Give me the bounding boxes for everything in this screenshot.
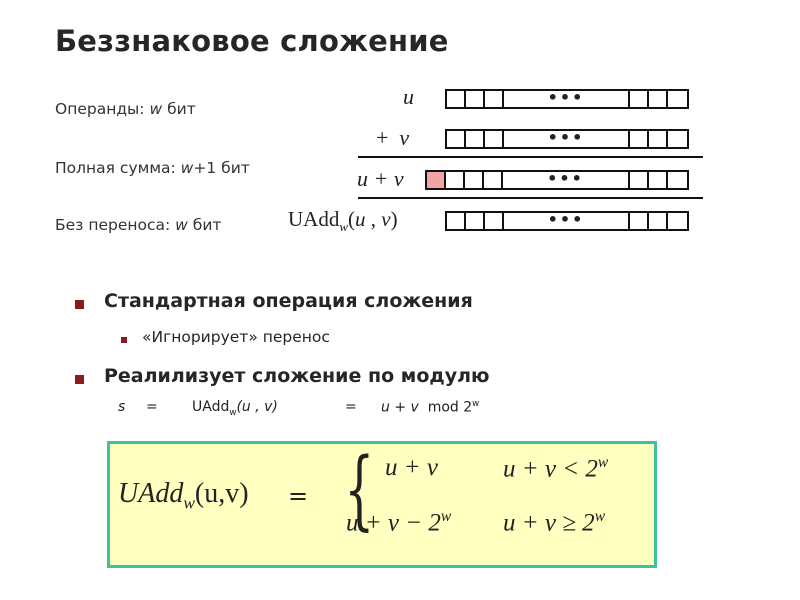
truncate-divider-line — [358, 197, 703, 199]
paren-open: ( — [348, 207, 356, 231]
paren-close: ) — [390, 207, 398, 231]
register-uadd — [445, 211, 689, 231]
case-2-cond-text: u + v ≥ 2 — [503, 509, 595, 537]
bullet-marker-1 — [75, 300, 84, 309]
fullsum-prefix: Полная сумма: — [55, 159, 181, 177]
bullet-2-text: Реалилизует сложение по модулю — [104, 365, 490, 387]
eq-equals-1: = — [146, 399, 158, 415]
fullsum-suffix: +1 бит — [193, 159, 250, 177]
register-u-dots: ••• — [504, 91, 630, 107]
formula-box — [107, 441, 657, 568]
row-v-label — [376, 125, 409, 151]
case-2-cond — [503, 508, 605, 537]
case-2-cond-sup: w — [594, 508, 606, 525]
fullsum-var: w — [180, 159, 194, 177]
fullsum-label — [55, 159, 250, 177]
register-u — [445, 89, 689, 109]
sub-bullet-marker — [121, 337, 127, 343]
uadd-comma: , — [365, 207, 382, 231]
row-u-label: u — [403, 84, 414, 109]
formula-lhs-fn: UAdd — [118, 478, 184, 509]
eq-rhs — [381, 399, 479, 416]
operands-var: w — [149, 100, 163, 118]
nocarry-label — [55, 216, 221, 234]
case-1-cond-text: u + v < 2 — [503, 455, 598, 483]
nocarry-prefix: Без переноса: — [55, 216, 176, 234]
operands-label — [55, 100, 196, 118]
case-1-cond-sup: w — [597, 454, 609, 471]
eq-uadd-args: (u , v) — [236, 399, 278, 415]
register-uadd-dots: ••• — [504, 213, 630, 229]
eq-rhs-mod: mod 2 — [427, 399, 473, 416]
row-sum-label: u + v — [357, 166, 404, 191]
formula-lhs — [118, 478, 249, 514]
plus-sign: + — [376, 125, 389, 150]
operands-suffix: бит — [162, 100, 196, 118]
uadd-v: v — [381, 207, 391, 231]
register-v — [445, 129, 689, 149]
case-1-expr: u + v — [385, 454, 438, 481]
formula-lhs-sub: w — [183, 493, 195, 513]
cases-brace-icon: { — [344, 440, 375, 540]
uadd-sub: w — [339, 219, 349, 235]
register-sum-dots: ••• — [503, 172, 630, 188]
eq-s-var: s — [118, 399, 126, 415]
nocarry-suffix: бит — [187, 216, 222, 234]
register-sum — [425, 170, 689, 190]
uadd-u: u — [355, 207, 366, 231]
carry-bit-cell — [427, 172, 446, 188]
eq-uadd-fn: UAdd — [192, 399, 230, 415]
operands-prefix: Операнды: — [55, 100, 150, 118]
nocarry-var: w — [175, 216, 188, 234]
sum-divider-line — [358, 156, 703, 158]
formula-lhs-args: (u,v) — [194, 478, 249, 509]
row-v-var: v — [399, 125, 410, 150]
bullet-marker-2 — [75, 375, 84, 384]
eq-equals-2: = — [345, 399, 357, 415]
row-uadd-label — [288, 207, 398, 235]
eq-uadd — [192, 399, 278, 418]
eq-rhs-sup: w — [472, 399, 480, 409]
case-2-expr-sup: w — [440, 508, 452, 525]
eq-s — [118, 399, 125, 415]
eq-rhs-sum: u + v — [381, 399, 419, 416]
register-v-dots: ••• — [504, 131, 630, 147]
eq-uadd-sub: w — [229, 407, 237, 418]
sub-bullet-text: «Игнорирует» перенос — [142, 328, 330, 346]
case-1-cond — [503, 454, 608, 483]
bullet-1-text: Стандартная операция сложения — [104, 290, 473, 312]
case-2-expr-text: u + v − 2 — [346, 509, 441, 537]
case-2-expr — [346, 508, 451, 537]
page-title: Беззнаковое сложение — [55, 24, 449, 58]
formula-equals: = — [288, 482, 309, 510]
uadd-fn: UAdd — [288, 207, 340, 231]
